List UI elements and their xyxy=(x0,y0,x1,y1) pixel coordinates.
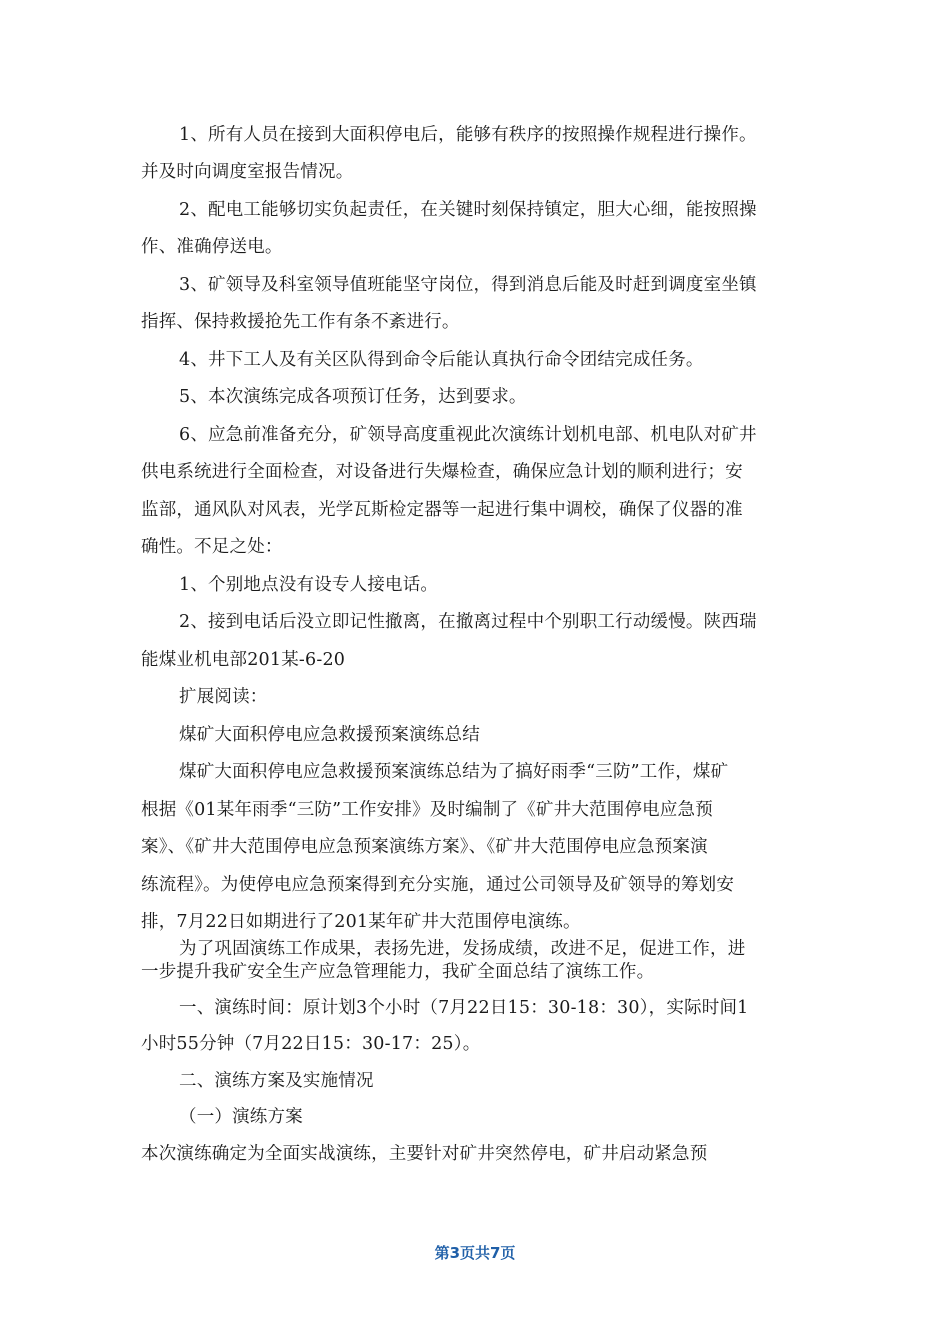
text-line: 案》、《矿井大范围停电应急预案演练方案》、《矿井大范围停电应急预案演 xyxy=(141,837,708,857)
text-line: 本次演练确定为全面实战演练，主要针对矿井突然停电，矿井启动紧急预 xyxy=(141,1144,708,1164)
text-line: 一、演练时间：原计划3个小时（7月22日15：30-18：30），实际时间1 xyxy=(179,998,749,1018)
text-line: 监部，通风队对风表，光学瓦斯检定器等一起进行集中调校，确保了仪器的准 xyxy=(141,500,743,520)
text-line: 能煤业机电部201某-6-20 xyxy=(141,650,346,670)
page-number-footer: 第3页共7页 xyxy=(434,1244,516,1262)
text-line: 2、接到电话后没立即记性撤离，在撤离过程中个别职工行动缓慢。陕西瑞 xyxy=(179,612,757,632)
text-line: 一步提升我矿安全生产应急管理能力，我矿全面总结了演练工作。 xyxy=(141,962,655,982)
text-line: 确性。不足之处： xyxy=(141,537,283,557)
text-line: 练流程》。为使停电应急预案得到充分实施，通过公司领导及矿领导的筹划安 xyxy=(141,875,735,895)
subsection-heading: （一）演练方案 xyxy=(179,1107,303,1127)
text-line: 4、井下工人及有关区队得到命令后能认真执行命令团结完成任务。 xyxy=(179,350,704,370)
text-line: 1、所有人员在接到大面积停电后，能够有秩序的按照操作规程进行操作。 xyxy=(179,125,757,145)
text-line: 为了巩固演练工作成果，表扬先进，发扬成绩，改进不足，促进工作，进 xyxy=(179,939,746,959)
text-line: 3、矿领导及科室领导值班能坚守岗位，得到消息后能及时赶到调度室坐镇 xyxy=(179,275,757,295)
text-line: 6、应急前准备充分，矿领导高度重视此次演练计划机电部、机电队对矿井 xyxy=(179,425,757,445)
text-line: 1、个别地点没有设专人接电话。 xyxy=(179,575,439,595)
text-line: 煤矿大面积停电应急救援预案演练总结为了搞好雨季“三防”工作，煤矿 xyxy=(179,762,729,782)
text-line: 并及时向调度室报告情况。 xyxy=(141,162,354,182)
text-line: 5、本次演练完成各项预订任务，达到要求。 xyxy=(179,387,527,407)
text-line: 小时55分钟（7月22日15：30-17：25）。 xyxy=(141,1034,481,1054)
text-line: 排，7月22日如期进行了201某年矿井大范围停电演练。 xyxy=(141,912,581,932)
section-heading: 二、演练方案及实施情况 xyxy=(179,1071,374,1091)
text-line: 指挥、保持救援抢先工作有条不紊进行。 xyxy=(141,312,460,332)
text-line: 2、配电工能够切实负起责任，在关键时刻保持镇定，胆大心细，能按照操 xyxy=(179,200,757,220)
text-line: 扩展阅读： xyxy=(179,687,268,707)
section-heading: 煤矿大面积停电应急救援预案演练总结 xyxy=(179,725,480,745)
text-line: 根据《01某年雨季“三防”工作安排》及时编制了《矿井大范围停电应急预 xyxy=(141,800,713,820)
text-line: 作、准确停送电。 xyxy=(141,237,283,257)
text-line: 供电系统进行全面检查，对设备进行失爆检查，确保应急计划的顺利进行；安 xyxy=(141,462,743,482)
